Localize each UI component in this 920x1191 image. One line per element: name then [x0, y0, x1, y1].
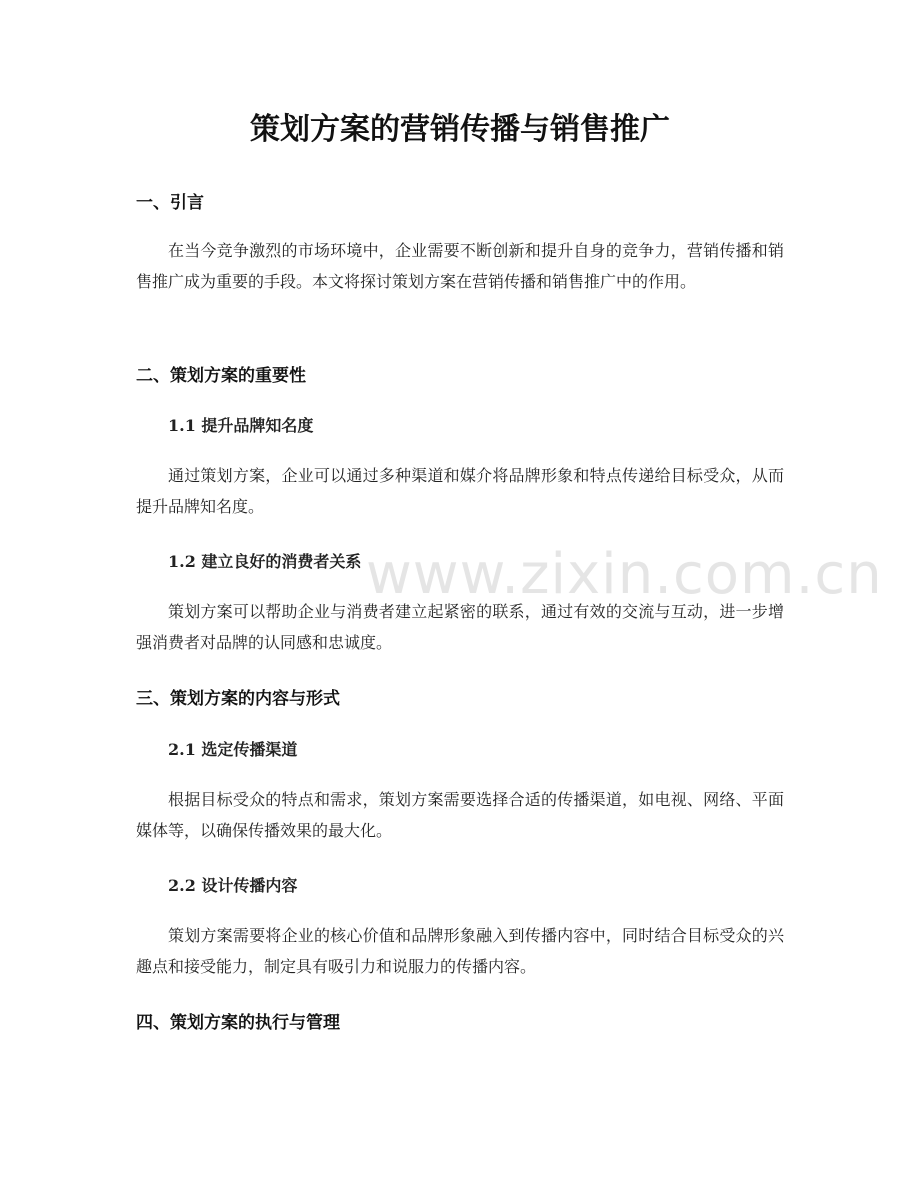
paragraph-2-1: 根据目标受众的特点和需求，策划方案需要选择合适的传播渠道，如电视、网络、平面媒体等，以确保传播效果的最大化。	[136, 790, 784, 840]
subsection-heading-2-1: 2.1 选定传播渠道	[168, 740, 298, 759]
paragraph-intro: 在当今竞争激烈的市场环境中，企业需要不断创新和提升自身的竞争力，营销传播和销售推广成为重要的手段。本文将探讨策划方案在营销传播和销售推广中的作用。	[136, 241, 784, 291]
subsection-heading-1-2: 1.2 建立良好的消费者关系	[168, 552, 362, 571]
document-title: 策划方案的营销传播与销售推广	[250, 112, 670, 147]
section-heading-execution: 四、策划方案的执行与管理	[136, 1013, 340, 1033]
paragraph-2-2: 策划方案需要将企业的核心价值和品牌形象融入到传播内容中，同时结合目标受众的兴趣点和接受能力，制定具有吸引力和说服力的传播内容。	[136, 926, 784, 976]
subsection-heading-1-1: 1.1 提升品牌知名度	[168, 416, 314, 435]
paragraph-1-1: 通过策划方案，企业可以通过多种渠道和媒介将品牌形象和特点传递给目标受众，从而提升品牌知名度。	[136, 466, 784, 516]
section-heading-content-form: 三、策划方案的内容与形式	[136, 689, 340, 709]
paragraph-1-2: 策划方案可以帮助企业与消费者建立起紧密的联系，通过有效的交流与互动，进一步增强消费者对品牌的认同感和忠诚度。	[136, 602, 784, 652]
section-heading-intro: 一、引言	[136, 193, 204, 213]
watermark: www.zixin.com.cn	[366, 542, 883, 607]
subsection-heading-2-2: 2.2 设计传播内容	[168, 876, 298, 895]
section-heading-importance: 二、策划方案的重要性	[136, 366, 306, 386]
